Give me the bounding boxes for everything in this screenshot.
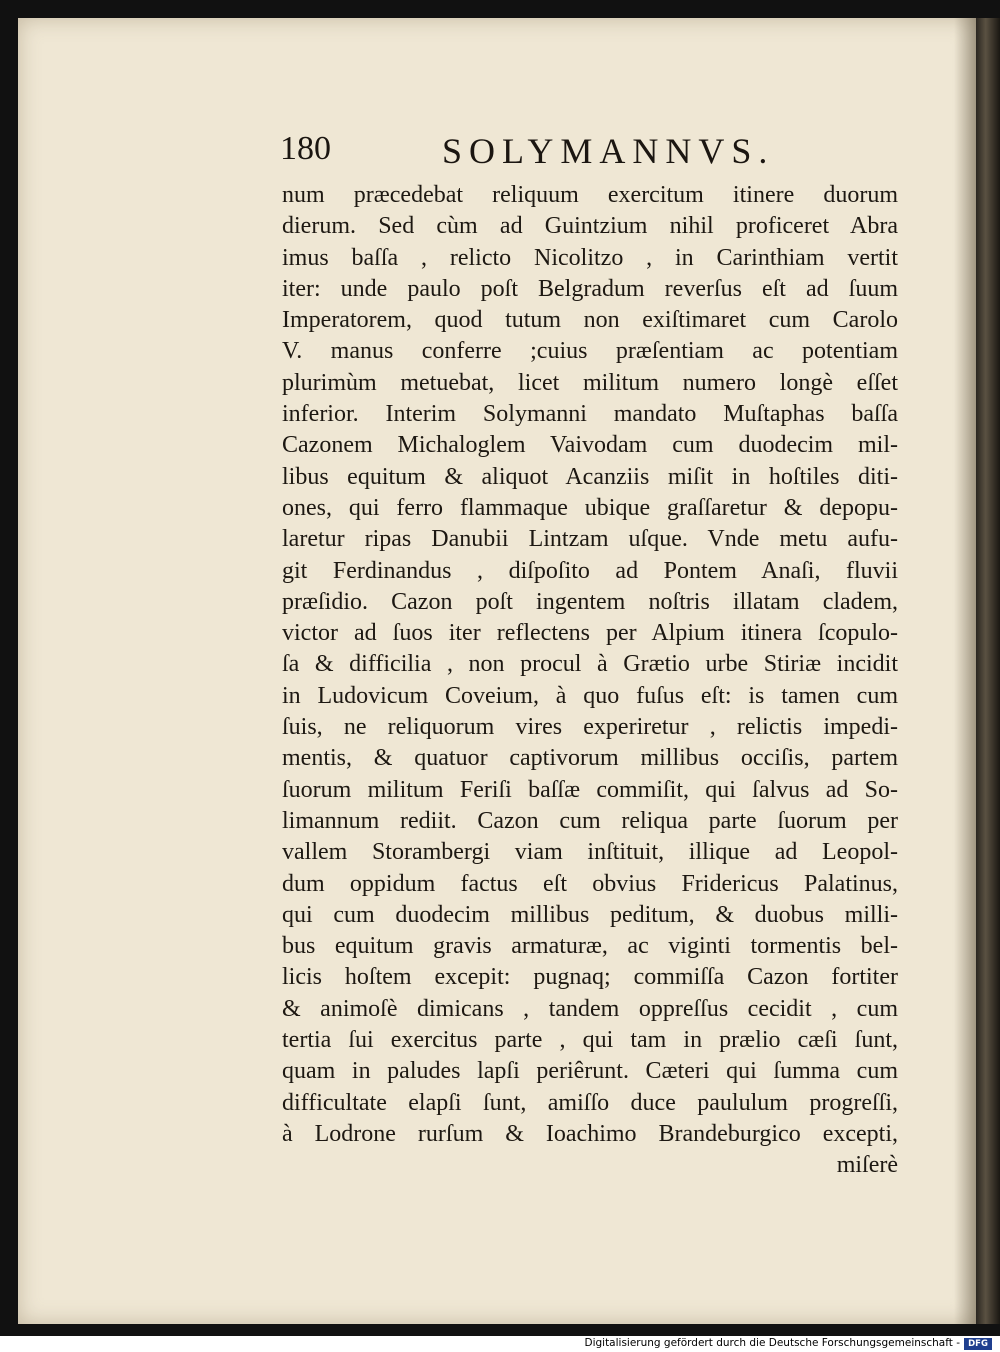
text-line: Cazonem Michaloglem Vaivodam cum duodecim mil-	[282, 432, 898, 459]
text-line: limannum rediit. Cazon cum reliqua parte ſuorum per	[282, 807, 898, 834]
footer-bar	[0, 1336, 1000, 1352]
text-line: difficultate elapſi ſunt, amiſſo duce paululum progreſſi,	[282, 1089, 898, 1116]
text-line: plurimùm metuebat, licet militum numero longè eſſet	[282, 369, 898, 396]
text-line: ſuis, ne reliquorum vires experiretur , relictis impedi-	[282, 714, 898, 741]
page-header	[280, 130, 900, 178]
text-line: inferior. Interim Solymanni mandato Muſtaphas baſſa	[282, 401, 898, 428]
text-line: ones, qui ferro flammaque ubique graſſaretur & depopu-	[282, 494, 898, 521]
text-line: præſidio. Cazon poſt ingentem noſtris illatam cladem,	[282, 588, 898, 615]
text-line: laretur ripas Danubii Lintzam uſque. Vnde metu aufu-	[282, 526, 898, 553]
text-line: qui cum duodecim millibus peditum, & duobus milli-	[282, 901, 898, 928]
text-line: git Ferdinandus , diſpoſito ad Pontem Anaſi, fluvii	[282, 557, 898, 584]
page-number: 180	[280, 130, 331, 167]
text-line: imus baſſa , relicto Nicolitzo , in Carinthiam vertit	[282, 244, 898, 271]
text-line: dierum. Sed cùm ad Guintzium nihil proficeret Abra	[282, 213, 898, 240]
text-line: iter: unde paulo poſt Belgradum reverſus eſt ad ſuum	[282, 275, 898, 302]
text-line: ſuorum militum Feriſi baſſæ commiſit, qui ſalvus ad So-	[282, 776, 898, 803]
text-line: bus equitum gravis armaturæ, ac viginti tormentis bel-	[282, 933, 898, 960]
text-line: mentis, & quatuor captivorum millibus occiſis, partem	[282, 745, 898, 772]
text-line: vallem Storambergi viam inſtituit, illique ad Leopol-	[282, 839, 898, 866]
page-edge-shadow	[976, 18, 1000, 1324]
text-line: Imperatorem, quod tutum non exiſtimaret cum Carolo	[282, 307, 898, 334]
text-line: dum oppidum factus eſt obvius Fridericus Palatinus,	[282, 870, 898, 897]
text-line: num præcedebat reliquum exercitum itinere duorum	[282, 182, 898, 208]
text-line: tertia ſui exercitus parte , qui tam in prælio cæſi ſunt,	[282, 1027, 898, 1054]
text-line: & animoſè dimicans , tandem oppreſſus cecidit , cum	[282, 995, 898, 1022]
catchword: miſerè	[836, 1152, 898, 1179]
text-line: ſa & difficilia , non procul à Grætio urbe Stiriæ incidit	[282, 651, 898, 678]
text-line: V. manus conferre ;cuius præſentiam ac potentiam	[282, 338, 898, 365]
text-line: victor ad ſuos iter reflectens per Alpium itinera ſcopulo-	[282, 620, 898, 647]
text-line: in Ludovicum Coveium, à quo fuſus eſt: is tamen cum	[282, 682, 898, 709]
text-line: quam in paludes lapſi periêrunt. Cæteri qui ſumma cum	[282, 1058, 898, 1085]
dfg-logo: DFG	[964, 1338, 992, 1350]
text-line: à Lodrone rurſum & Ioachimo Brandeburgico excepti,	[282, 1120, 898, 1147]
running-title: SOLYMANNVS.	[442, 131, 775, 171]
funding-credit: Digitalisierung gefördert durch die Deutsche Forschungsgemeinschaft -	[584, 1337, 960, 1349]
text-line: licis hoſtem excepit: pugnaq; commiſſa Cazon fortiter	[282, 964, 898, 991]
text-line: libus equitum & aliquot Acanziis miſit in hoſtiles diti-	[282, 463, 898, 490]
body-text	[282, 180, 898, 1182]
